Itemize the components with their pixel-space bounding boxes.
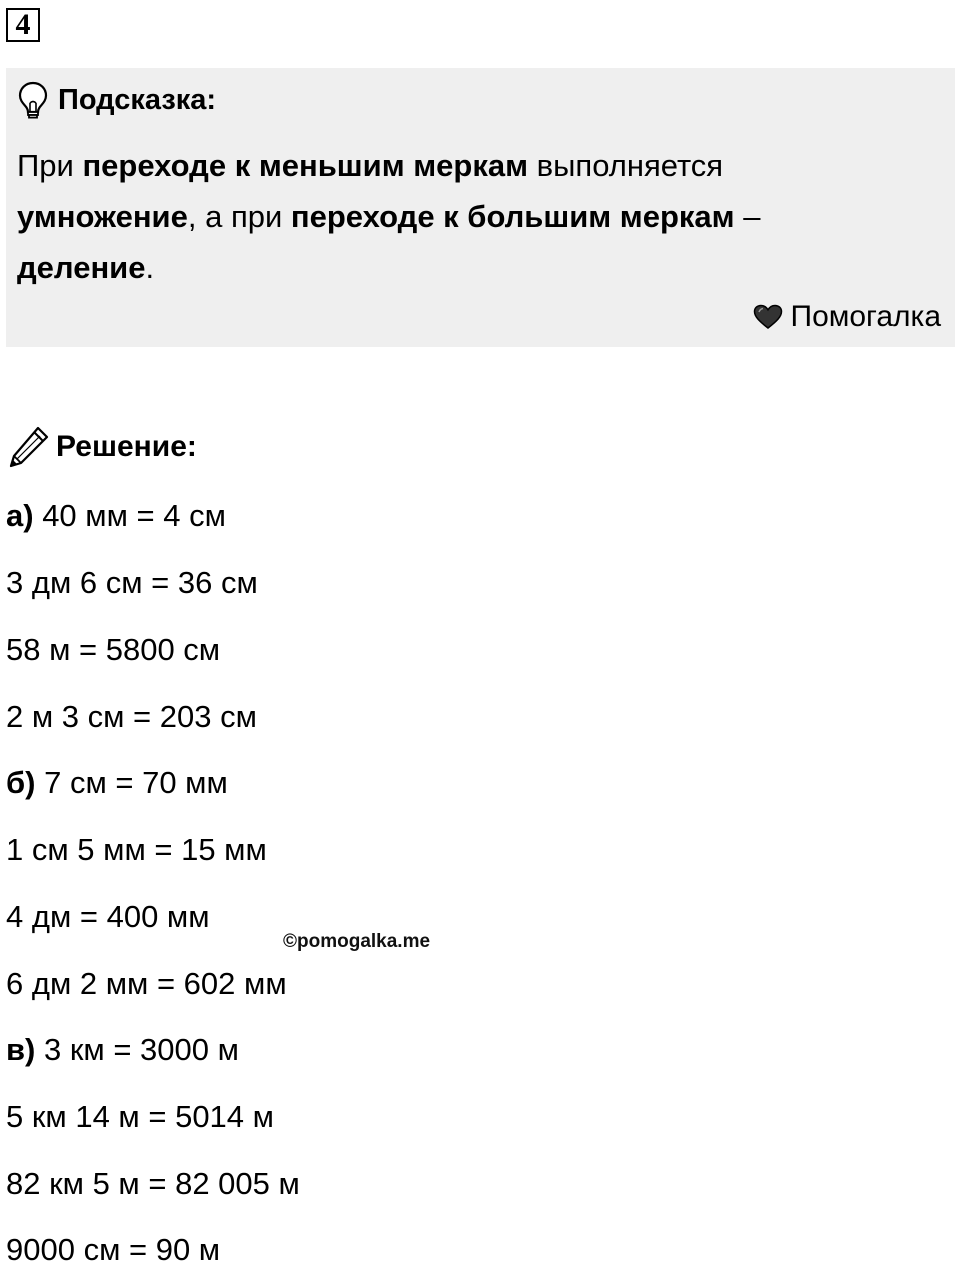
solution-line: 6 дм 2 мм = 602 мм — [6, 966, 287, 1001]
brand-credit — [753, 300, 942, 334]
pencil-icon — [8, 425, 50, 469]
solution-line: 58 м = 5800 см — [6, 632, 221, 667]
solution-line: в) 3 км = 3000 м — [6, 1032, 239, 1067]
solution-line: 5 км 14 м = 5014 м — [6, 1099, 274, 1134]
task-number: 4 — [6, 8, 40, 42]
hint-header — [18, 80, 216, 120]
solution-line: 82 км 5 м = 82 005 м — [6, 1166, 300, 1201]
solution-header — [8, 424, 197, 470]
hint-title: Подсказка: — [58, 83, 217, 116]
watermark: ©pomogalka.me — [283, 931, 431, 952]
solution-title: Решение: — [56, 430, 197, 463]
hint-text: При переходе к меньшим меркам выполняется умножение, а при переходе к большим меркам – деление. — [17, 148, 761, 285]
lightbulb-icon — [18, 81, 48, 119]
solution-line: 1 см 5 мм = 15 мм — [6, 832, 267, 867]
heart-icon — [753, 304, 791, 330]
solution-line: а) 40 мм = 4 см — [6, 498, 226, 533]
solution-line: б) 7 см = 70 мм — [6, 765, 228, 800]
hint-box — [6, 68, 955, 347]
solution-line: 2 м 3 см = 203 см — [6, 699, 257, 734]
solution-line: 3 дм 6 см = 36 см — [6, 565, 258, 600]
brand-name: Помогалка — [790, 300, 941, 333]
solution-line: 9000 см = 90 м — [6, 1232, 221, 1267]
solution-line: 4 дм = 400 мм — [6, 899, 210, 934]
